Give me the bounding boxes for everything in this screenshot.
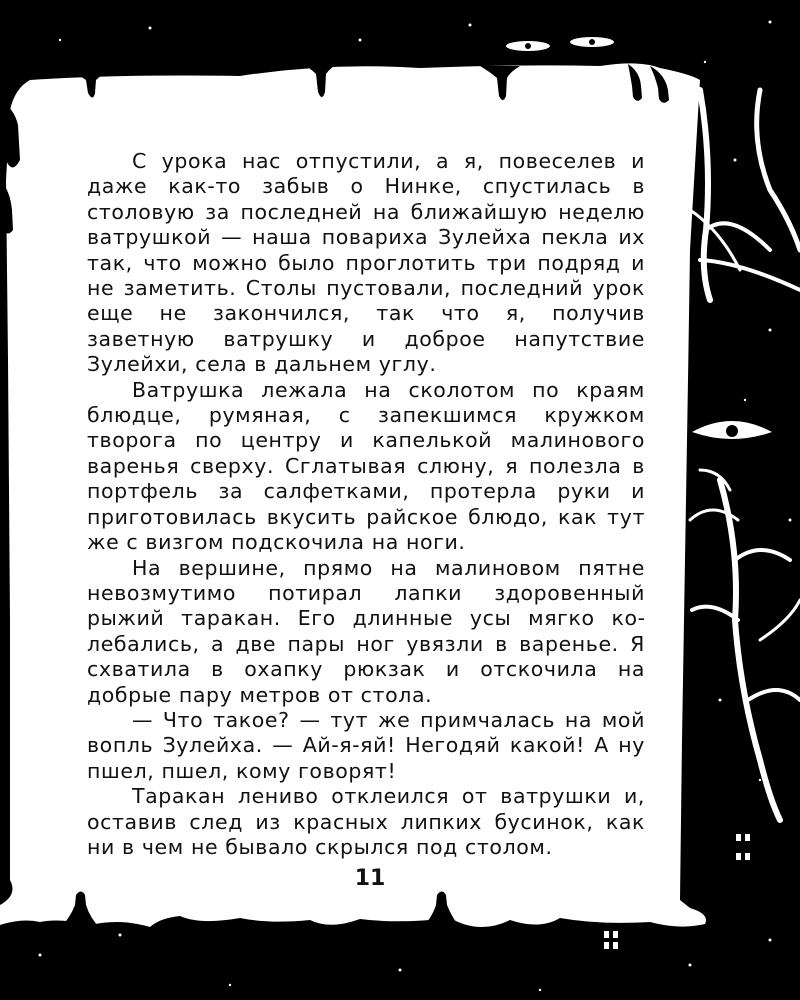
paragraph: — Что такое? — тут же примчалась на мой вопль Зулейха. — Ай-я-яй! Негодяй какой! А ну пшел, пшел, кому говорят! [87,707,645,783]
paragraph: На вершине, прямо на малиновом пятне невозмутимо потирал лапки здоровенный рыжий таракан. Его длинные усы мягко колебались, а две пары ног увязли в варенье. Я схватила в охапку рюкзак и отскочила на добрые пару метров от стола. [87,555,645,707]
body-text [87,149,645,860]
paragraph: Ватрушка лежала на сколотом по краям блюдце, румяная, с запекшимся кружком творога по центру и капелькой малинового варенья сверху. Сглатывая слюну, я полезла в портфель за салфетками, протерла руки и приготовилась вкусить райское блюдо, как тут же с визгом подскочила на ноги. [87,377,645,555]
paragraph: Таракан лениво отклеился от ватрушки и, оставив след из красных липких бусинок, как ни в чем не бывало скрылся под столом. [87,784,645,859]
paragraph: С урока нас отпустили, а я, повеселев и даже как-то забыв о Нинке, спустилась в столовую за последней на ближайшую неделю ватрушкой — наша повариха Зулейха пекла их так, что можно было проглотить три подряд и не заметить. Столы пустовали, последний урок еще не закончился, так что я, получив заветную ватрушку и доброе напутствие Зулейхи, села в дальнем углу. [87,149,645,377]
page-number: 11 [354,866,386,891]
